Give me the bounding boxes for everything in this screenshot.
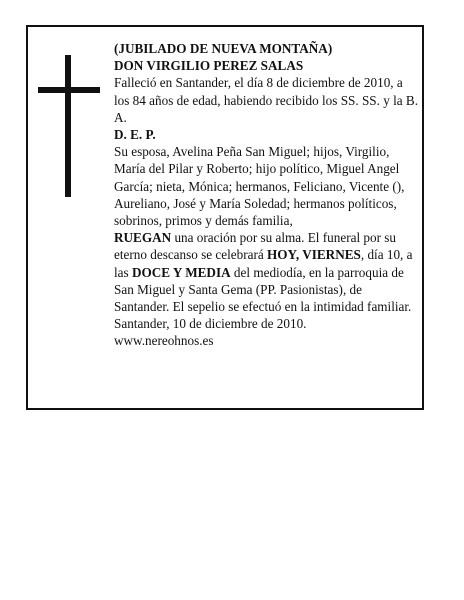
death-announcement: Falleció en Santander, el día 8 de diciembre de 2010, a los 84 años de edad, habiendo recibido los SS. SS. y la B. A. [114, 75, 419, 125]
funeral-text-1: una oración por su alma. El funeral por su eterno descanso se celebrará [114, 230, 397, 263]
cross-icon [38, 55, 100, 197]
website-text: www.nereohnos.es [114, 333, 214, 349]
funeral-text-3: del mediodía, en la parroquia de San Miguel y Santa Gema (PP. Pasionistas), de Santander. El sepelio se efectuó en la intimidad familiar. [114, 264, 412, 315]
funeral-paragraph [114, 229, 419, 315]
dep-line: D. E. P. [114, 127, 156, 143]
retired-line: (JUBILADO DE NUEVA MONTAÑA) [114, 41, 333, 56]
deceased-name: DON VIRGILIO PEREZ SALAS [114, 58, 304, 74]
notice-text [114, 40, 419, 350]
place-date: Santander, 10 de diciembre de 2010. [114, 316, 307, 332]
funeral-time: DOCE Y MEDIA [131, 264, 231, 280]
family-list: Su esposa, Avelina Peña San Miguel; hijos, Virgilio, María del Pilar y Roberto; hijo político, Miguel Angel García; nieta, Mónica; hermanos, Feliciano, Vicente (), Aureliano, José y María Soledad; hermanos políticos, sobrinos, primos y demás familia, [114, 144, 405, 229]
funeral-text-2: , día 10, a las [114, 247, 413, 280]
cross-vertical-bar [65, 55, 71, 197]
obituary-notice [26, 25, 424, 410]
funeral-day: HOY, VIERNES [267, 247, 361, 263]
ruegan-word: RUEGAN [114, 230, 172, 246]
cross-horizontal-bar [38, 87, 100, 93]
